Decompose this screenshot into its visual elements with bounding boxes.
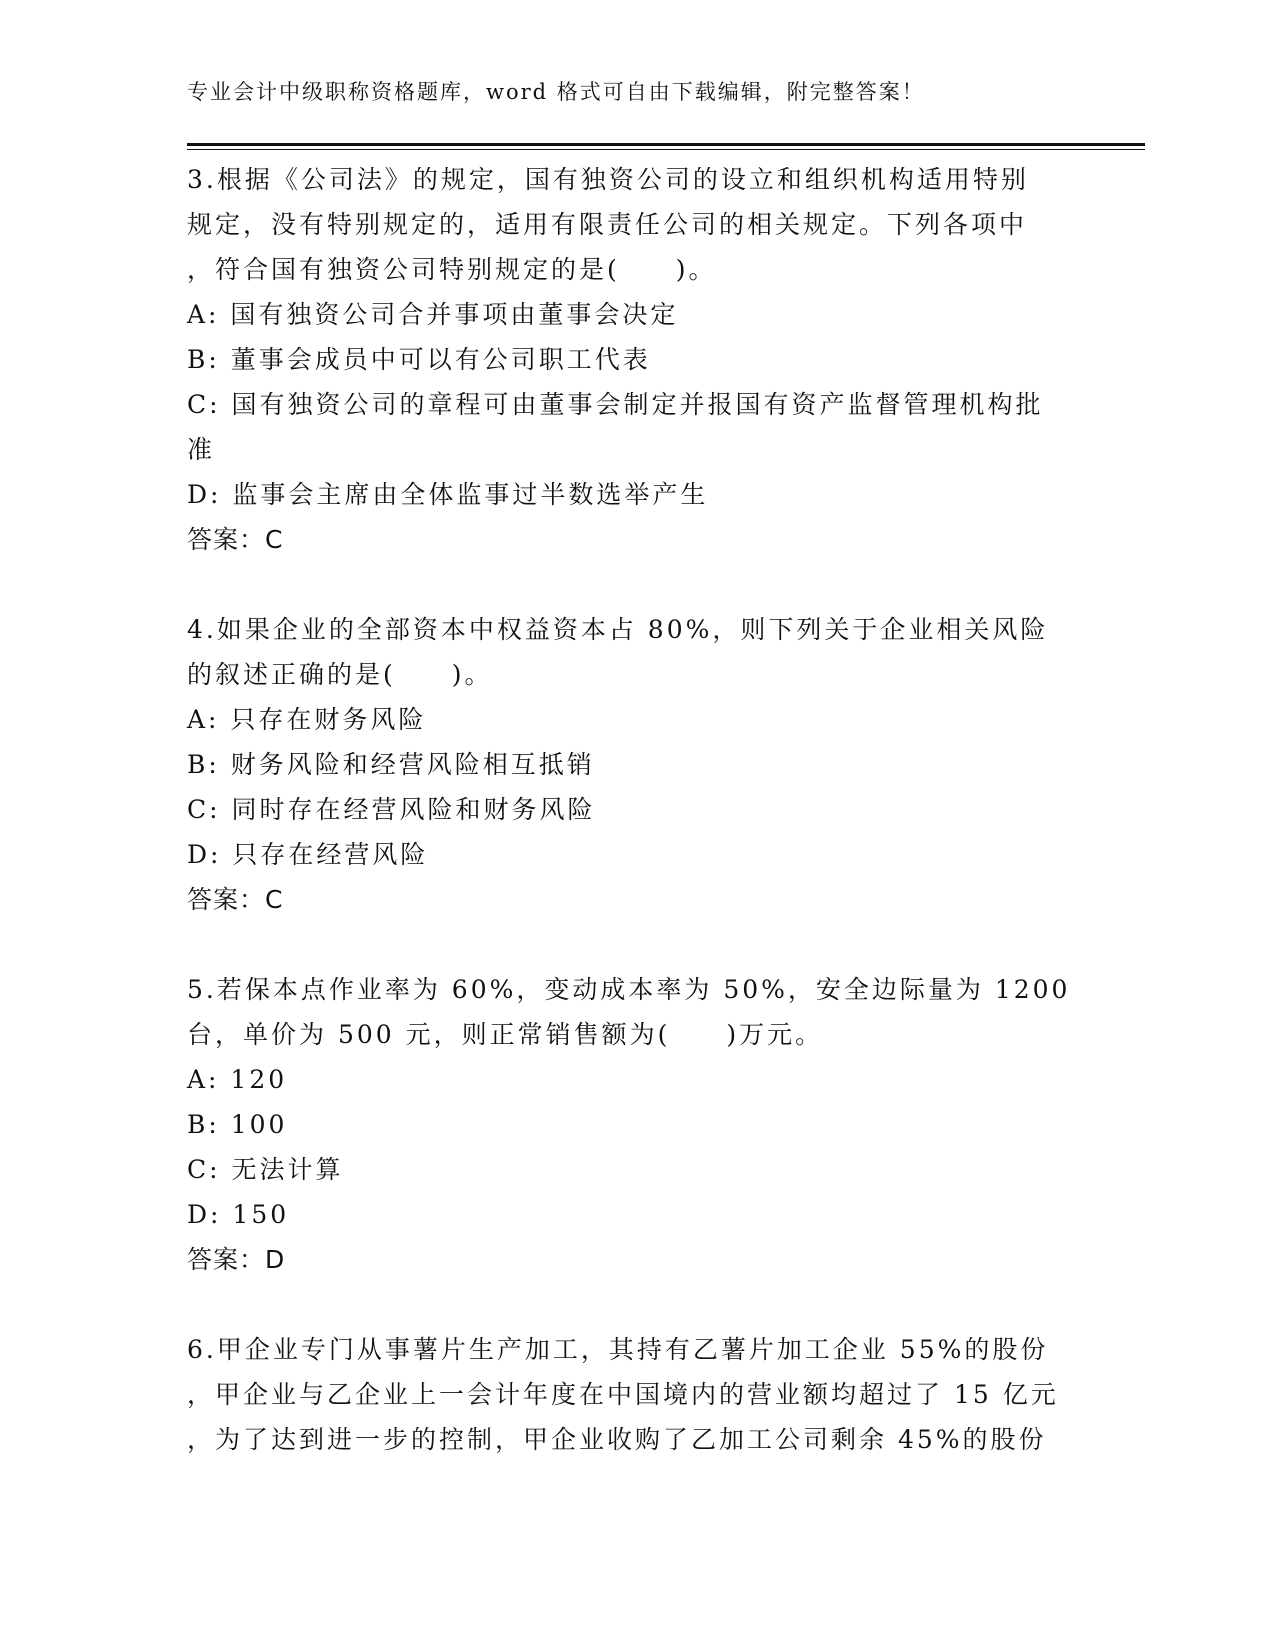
question-3	[187, 157, 1067, 562]
option-b: B: 100	[187, 1110, 288, 1139]
question-stem-line: 台，单价为 500 元，则正常销售额为( )万元。	[187, 1020, 824, 1049]
option-a: A: 120	[187, 1065, 288, 1094]
question-stem-line: 3.根据《公司法》的规定，国有独资公司的设立和组织机构适用特别	[187, 165, 1029, 194]
question-list	[187, 157, 1071, 1507]
option-b: B: 财务风险和经营风险相互抵销	[187, 750, 595, 779]
option-a: A: 只存在财务风险	[187, 705, 427, 734]
question-5	[187, 967, 1071, 1282]
header-rule-thin	[187, 149, 1145, 150]
question-stem-line: ，为了达到进一步的控制，甲企业收购了乙加工公司剩余 45%的股份	[187, 1425, 1047, 1454]
option-c-continued: 准	[187, 435, 216, 464]
question-stem-line: ，符合国有独资公司特别规定的是( )。	[187, 255, 717, 284]
question-4	[187, 607, 1067, 922]
option-d: D: 监事会主席由全体监事过半数选举产生	[187, 480, 709, 509]
question-stem-line: ，甲企业与乙企业上一会计年度在中国境内的营业额均超过了 15 亿元	[187, 1380, 1059, 1409]
option-a: A: 国有独资公司合并事项由董事会决定	[187, 300, 679, 329]
question-6	[187, 1327, 1067, 1462]
answer-line: 答案：C	[187, 525, 284, 554]
page-header: 专业会计中级职称资格题库，word 格式可自由下载编辑，附完整答案！	[187, 80, 925, 104]
question-stem-line: 5.若保本点作业率为 60%，变动成本率为 50%，安全边际量为 1200	[187, 975, 1071, 1004]
question-stem-line: 4.如果企业的全部资本中权益资本占 80%，则下列关于企业相关风险	[187, 615, 1049, 644]
question-stem-line: 的叙述正确的是( )。	[187, 660, 493, 689]
question-stem-line: 6.甲企业专门从事薯片生产加工，其持有乙薯片加工企业 55%的股份	[187, 1335, 1049, 1364]
option-d: D: 只存在经营风险	[187, 840, 429, 869]
question-stem-line: 规定，没有特别规定的，适用有限责任公司的相关规定。下列各项中	[187, 210, 1028, 239]
option-b: B: 董事会成员中可以有公司职工代表	[187, 345, 651, 374]
option-c: C: 同时存在经营风险和财务风险	[187, 795, 596, 824]
option-c: C: 无法计算	[187, 1155, 344, 1184]
option-c: C: 国有独资公司的章程可由董事会制定并报国有资产监督管理机构批	[187, 390, 1044, 419]
header-rule-thick	[187, 143, 1145, 146]
option-d: D: 150	[187, 1200, 290, 1229]
answer-line: 答案：C	[187, 885, 284, 914]
answer-line: 答案：D	[187, 1245, 286, 1274]
